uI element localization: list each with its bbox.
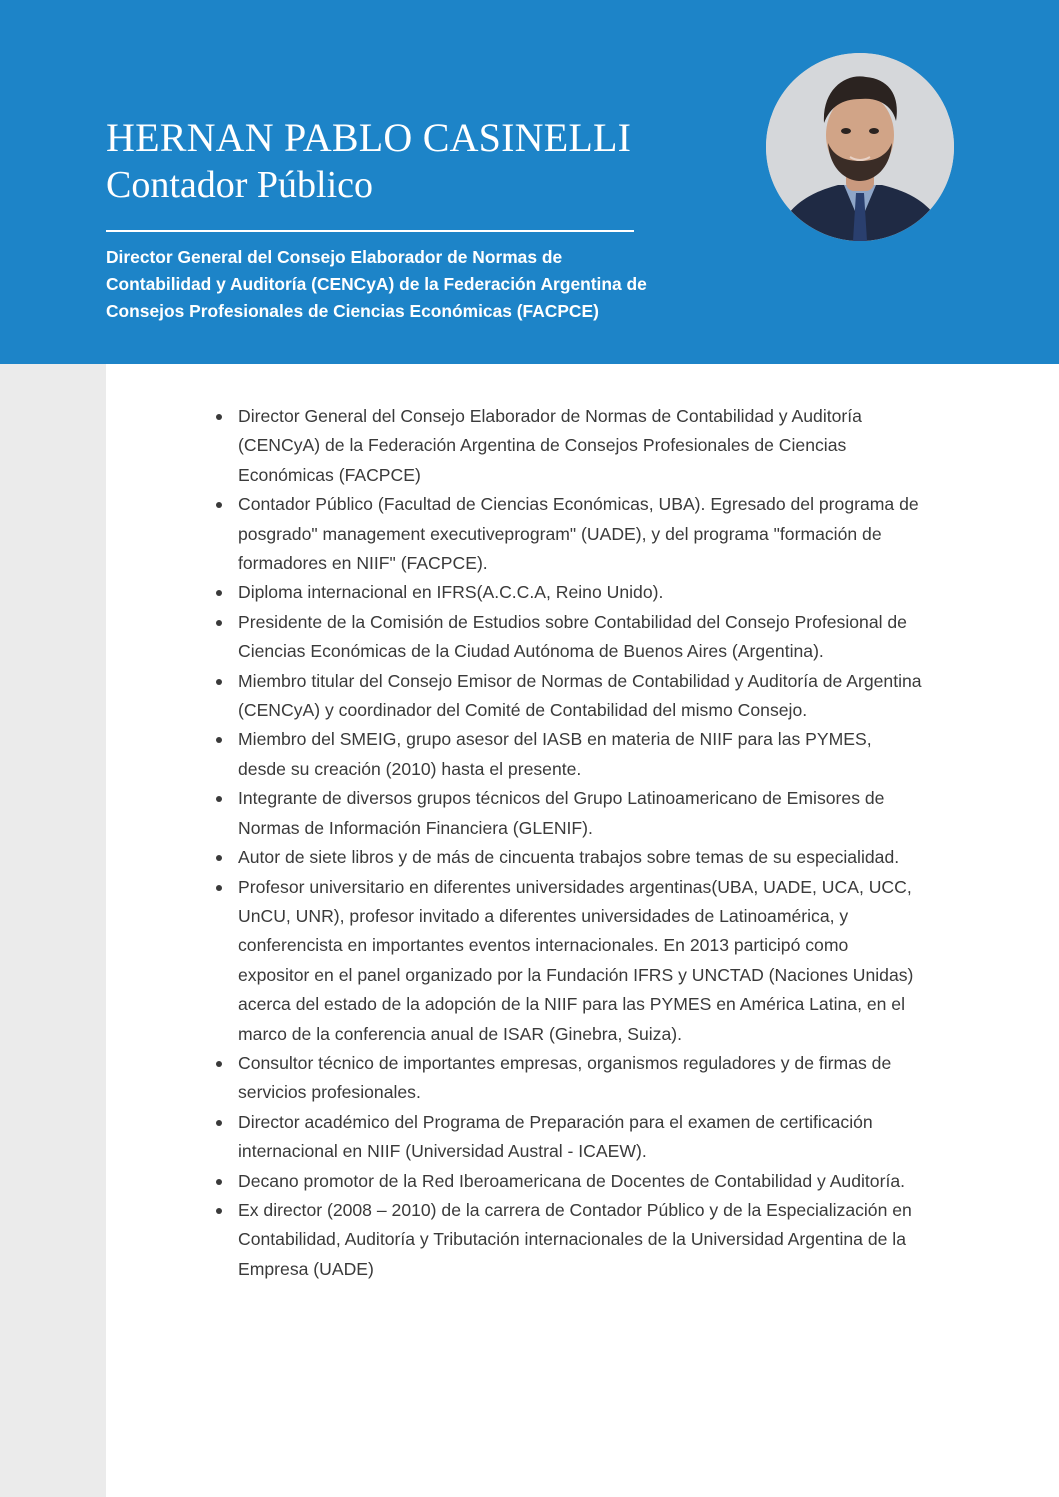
bullet-dot-icon [216,590,222,596]
bullet-dot-icon [216,1061,222,1067]
bullet-item [214,1108,924,1167]
bullet-item [214,608,924,667]
bullet-text: Presidente de la Comisión de Estudios sobre Contabilidad del Consejo Profesional de Ciencias Económicas de la Ciudad Autónoma de Buenos Aires (Argentina). [238,611,907,662]
bullet-dot-icon [216,1208,222,1214]
bullet-dot-icon [216,885,222,891]
bullet-item [214,490,924,578]
bullet-text: Diploma internacional en IFRS(A.C.C.A, Reino Unido). [238,582,664,603]
bullet-text: Contador Público (Facultad de Ciencias Económicas, UBA). Egresado del programa de posgrado" management executiveprogram" (UADE), y del programa "formación de formadores en NIIF" (FACPCE). [238,494,919,574]
bullet-dot-icon [216,414,222,420]
left-sidebar-band [0,364,106,1497]
bullet-text: Decano promotor de la Red Iberoamericana de Docentes de Contabilidad y Auditoría. [238,1170,906,1191]
person-name: HERNAN PABLO CASINELLI [106,115,632,160]
header-banner [0,0,1059,364]
bullet-text: Director General del Consejo Elaborador de Normas de Contabilidad y Auditoría (CENCyA) de la Federación Argentina de Consejos Profesionales de Ciencias Económicas (FACPCE) [238,406,862,485]
bullet-item [214,873,924,1049]
bullet-dot-icon [216,679,222,685]
bullet-text: Ex director (2008 – 2010) de la carrera de Contador Público y de la Especialización en Contabilidad, Auditoría y Tributación internacionales de la Universidad Argentina de la Empresa (UADE) [238,1199,912,1279]
bullet-item [214,843,924,872]
bullet-dot-icon [216,796,222,802]
professional-title: Contador Público [106,164,374,206]
bullet-item [214,667,924,726]
bullet-item [214,1049,924,1108]
bullet-dot-icon [216,737,222,743]
header-divider [106,230,634,232]
bullet-text: Profesor universitario en diferentes universidades argentinas(UBA, UADE, UCA, UCC, UnCU, UNR), profesor invitado a diferentes universidades de Latinoamérica, y conferencista en importantes eventos internacionales. En 2013 participó como expositor en el panel organizado por la Fundación IFRS y UNCTAD (Naciones Unidas) acerca del estado de la adopción de la NIIF para las PYMES en América Latina, en el marco de la conferencia anual de ISAR (Ginebra, Suiza). [238,876,914,1044]
bullet-dot-icon [216,1120,222,1126]
profile-photo [766,53,954,241]
experience-bullet-list [214,402,924,1284]
bullet-text: Director académico del Programa de Preparación para el examen de certificación internacional en NIIF (Universidad Austral - ICAEW). [238,1111,873,1162]
bullet-dot-icon [216,855,222,861]
bullet-item [214,725,924,784]
bullet-text: Integrante de diversos grupos técnicos del Grupo Latinoamericano de Emisores de Normas de Información Financiera (GLENIF). [238,788,885,838]
bullet-text: Autor de siete libros y de más de cincuenta trabajos sobre temas de su especialidad. [238,847,900,868]
bullet-dot-icon [216,502,222,508]
bullet-item [214,1196,924,1284]
bullet-item [214,784,924,843]
bullet-item [214,1167,924,1196]
bullet-item [214,578,924,607]
header-summary: Director General del Consejo Elaborador de Normas de Contabilidad y Auditoría (CENCyA) de la Federación Argentina de Consejos Profesionales de Ciencias Económicas (FACPCE) [106,247,647,321]
bullet-text: Miembro titular del Consejo Emisor de Normas de Contabilidad y Auditoría de Argentina (CENCyA) y coordinador del Comité de Contabilidad del mismo Consejo. [238,670,922,721]
bullet-text: Miembro del SMEIG, grupo asesor del IASB en materia de NIIF para las PYMES, desde su creación (2010) hasta el presente. [238,729,872,779]
bullet-dot-icon [216,1179,222,1185]
bullet-text: Consultor técnico de importantes empresas, organismos reguladores y de firmas de servicios profesionales. [238,1052,892,1103]
bullet-dot-icon [216,620,222,626]
bullet-item [214,402,924,490]
